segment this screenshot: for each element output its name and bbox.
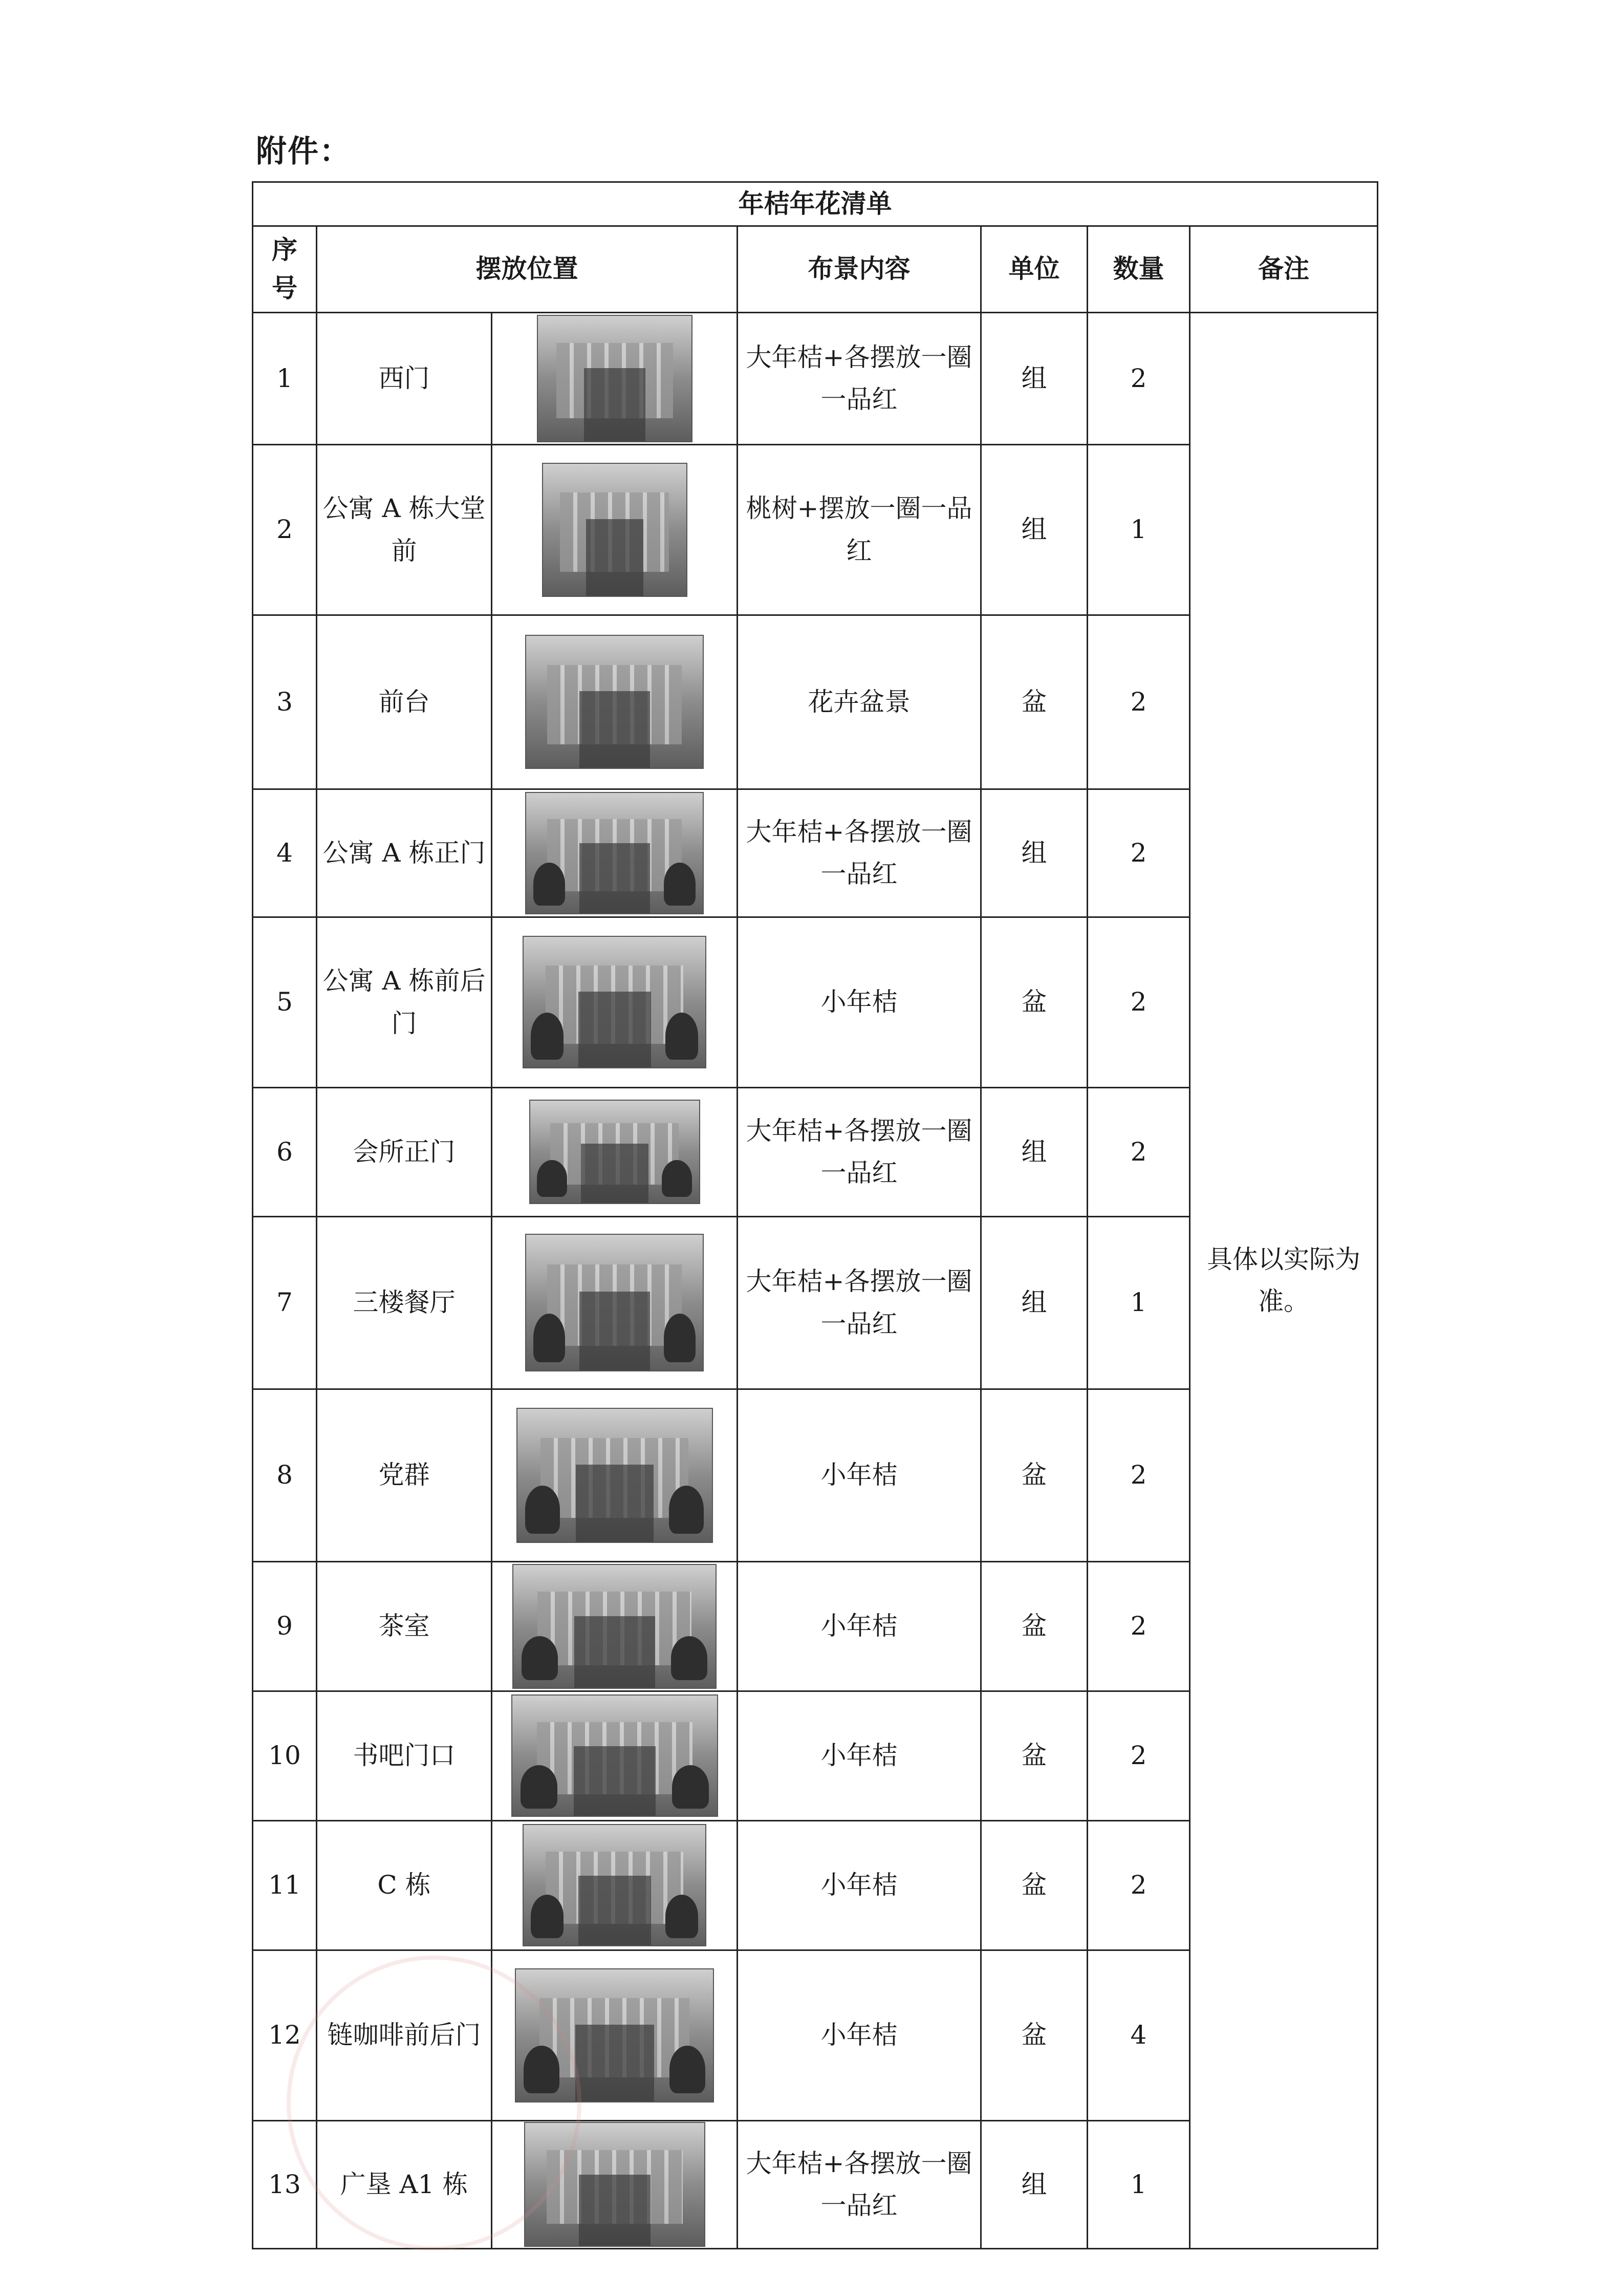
row-photo-cell bbox=[492, 1691, 738, 1820]
header-location: 摆放位置 bbox=[317, 226, 738, 312]
row-unit: 组 bbox=[981, 444, 1088, 615]
row-index: 6 bbox=[253, 1087, 317, 1216]
header-unit: 单位 bbox=[981, 226, 1088, 312]
row-quantity: 1 bbox=[1088, 2120, 1190, 2248]
row-index: 9 bbox=[253, 1561, 317, 1691]
potted-tree-icon bbox=[665, 1013, 698, 1060]
row-index: 8 bbox=[253, 1389, 317, 1561]
row-unit: 组 bbox=[981, 2120, 1088, 2248]
row-content: 桃树+摆放一圈一品红 bbox=[738, 444, 981, 615]
row-content: 大年桔+各摆放一圈一品红 bbox=[738, 312, 981, 444]
table-row bbox=[253, 312, 1378, 444]
row-index: 1 bbox=[253, 312, 317, 444]
row-quantity: 2 bbox=[1088, 1389, 1190, 1561]
row-photo-cell bbox=[492, 1820, 738, 1950]
potted-tree-icon bbox=[531, 1895, 564, 1938]
row-index: 2 bbox=[253, 444, 317, 615]
potted-tree-icon bbox=[537, 1160, 567, 1197]
row-quantity: 1 bbox=[1088, 444, 1190, 615]
row-quantity: 2 bbox=[1088, 789, 1190, 917]
row-location: 公寓 A 栋前后门 bbox=[317, 917, 492, 1087]
row-photo-cell bbox=[492, 1389, 738, 1561]
row-index: 3 bbox=[253, 615, 317, 789]
potted-tree-icon bbox=[525, 1486, 560, 1534]
potted-tree-icon bbox=[521, 1765, 557, 1809]
row-content: 大年桔+各摆放一圈一品红 bbox=[738, 2120, 981, 2248]
row-content: 小年桔 bbox=[738, 1950, 981, 2120]
row-quantity: 1 bbox=[1088, 1216, 1190, 1389]
row-location: 公寓 A 栋正门 bbox=[317, 789, 492, 917]
row-content: 小年桔 bbox=[738, 917, 981, 1087]
header-index: 序 号 bbox=[253, 226, 317, 312]
row-photo-cell bbox=[492, 444, 738, 615]
location-photo bbox=[525, 792, 704, 914]
potted-tree-icon bbox=[531, 1013, 564, 1060]
row-location: 三楼餐厅 bbox=[317, 1216, 492, 1389]
location-photo bbox=[516, 1408, 713, 1543]
row-unit: 盆 bbox=[981, 917, 1088, 1087]
row-unit: 盆 bbox=[981, 1691, 1088, 1820]
row-index: 7 bbox=[253, 1216, 317, 1389]
row-quantity: 2 bbox=[1088, 1820, 1190, 1950]
potted-tree-icon bbox=[522, 1636, 558, 1680]
row-content: 小年桔 bbox=[738, 1389, 981, 1561]
row-quantity: 2 bbox=[1088, 1691, 1190, 1820]
row-location: 前台 bbox=[317, 615, 492, 789]
row-unit: 组 bbox=[981, 1087, 1088, 1216]
row-location: 西门 bbox=[317, 312, 492, 444]
location-photo bbox=[525, 1234, 704, 1371]
row-unit: 盆 bbox=[981, 1389, 1088, 1561]
row-unit: 组 bbox=[981, 1216, 1088, 1389]
row-index: 4 bbox=[253, 789, 317, 917]
row-quantity: 2 bbox=[1088, 312, 1190, 444]
row-quantity: 2 bbox=[1088, 917, 1190, 1087]
row-location: C 栋 bbox=[317, 1820, 492, 1950]
row-location: 公寓 A 栋大堂前 bbox=[317, 444, 492, 615]
remark-cell: 具体以实际为准。 bbox=[1190, 312, 1378, 2248]
row-unit: 组 bbox=[981, 312, 1088, 444]
row-content: 大年桔+各摆放一圈一品红 bbox=[738, 1216, 981, 1389]
row-unit: 盆 bbox=[981, 1950, 1088, 2120]
row-location: 茶室 bbox=[317, 1561, 492, 1691]
row-photo-cell bbox=[492, 1087, 738, 1216]
table-title: 年桔年花清单 bbox=[253, 182, 1378, 226]
location-photo bbox=[537, 315, 692, 442]
row-content: 小年桔 bbox=[738, 1561, 981, 1691]
row-unit: 盆 bbox=[981, 615, 1088, 789]
location-photo bbox=[529, 1100, 700, 1204]
row-index: 13 bbox=[253, 2120, 317, 2248]
potted-tree-icon bbox=[669, 2046, 705, 2093]
stamp-watermark bbox=[287, 1956, 581, 2250]
row-content: 大年桔+各摆放一圈一品红 bbox=[738, 789, 981, 917]
row-quantity: 2 bbox=[1088, 1561, 1190, 1691]
row-photo-cell bbox=[492, 1561, 738, 1691]
row-location: 书吧门口 bbox=[317, 1691, 492, 1820]
row-quantity: 2 bbox=[1088, 1087, 1190, 1216]
row-location: 党群 bbox=[317, 1389, 492, 1561]
row-photo-cell bbox=[492, 312, 738, 444]
row-unit: 盆 bbox=[981, 1561, 1088, 1691]
location-photo bbox=[512, 1564, 717, 1689]
row-quantity: 2 bbox=[1088, 615, 1190, 789]
row-index: 5 bbox=[253, 917, 317, 1087]
row-location: 会所正门 bbox=[317, 1087, 492, 1216]
row-photo-cell bbox=[492, 615, 738, 789]
header-content: 布景内容 bbox=[738, 226, 981, 312]
potted-tree-icon bbox=[665, 1895, 698, 1938]
row-unit: 组 bbox=[981, 789, 1088, 917]
plant-list-table bbox=[252, 181, 1378, 2249]
row-quantity: 4 bbox=[1088, 1950, 1190, 2120]
potted-tree-icon bbox=[533, 1314, 565, 1362]
potted-tree-icon bbox=[669, 1486, 704, 1534]
row-content: 花卉盆景 bbox=[738, 615, 981, 789]
potted-tree-icon bbox=[524, 2046, 559, 2093]
location-photo bbox=[542, 463, 687, 597]
row-location: 广垦 A1 栋 bbox=[317, 2120, 492, 2248]
row-photo-cell bbox=[492, 1216, 738, 1389]
row-content: 小年桔 bbox=[738, 1691, 981, 1820]
row-location: 链咖啡前后门 bbox=[317, 1950, 492, 2120]
row-index: 12 bbox=[253, 1950, 317, 2120]
row-photo-cell bbox=[492, 789, 738, 917]
row-index: 10 bbox=[253, 1691, 317, 1820]
row-photo-cell bbox=[492, 917, 738, 1087]
location-photo bbox=[525, 635, 704, 769]
attachment-heading: 附件： bbox=[256, 134, 351, 169]
header-remark: 备注 bbox=[1190, 226, 1378, 312]
potted-tree-icon bbox=[533, 863, 565, 906]
potted-tree-icon bbox=[662, 1160, 692, 1197]
potted-tree-icon bbox=[671, 1636, 707, 1680]
row-index: 11 bbox=[253, 1820, 317, 1950]
location-photo bbox=[523, 1824, 706, 1946]
location-photo bbox=[511, 1694, 718, 1817]
potted-tree-icon bbox=[664, 1314, 696, 1362]
row-unit: 盆 bbox=[981, 1820, 1088, 1950]
row-content: 大年桔+各摆放一圈一品红 bbox=[738, 1087, 981, 1216]
row-content: 小年桔 bbox=[738, 1820, 981, 1950]
location-photo bbox=[523, 936, 706, 1068]
header-quantity: 数量 bbox=[1088, 226, 1190, 312]
potted-tree-icon bbox=[664, 863, 696, 906]
potted-tree-icon bbox=[672, 1765, 709, 1809]
